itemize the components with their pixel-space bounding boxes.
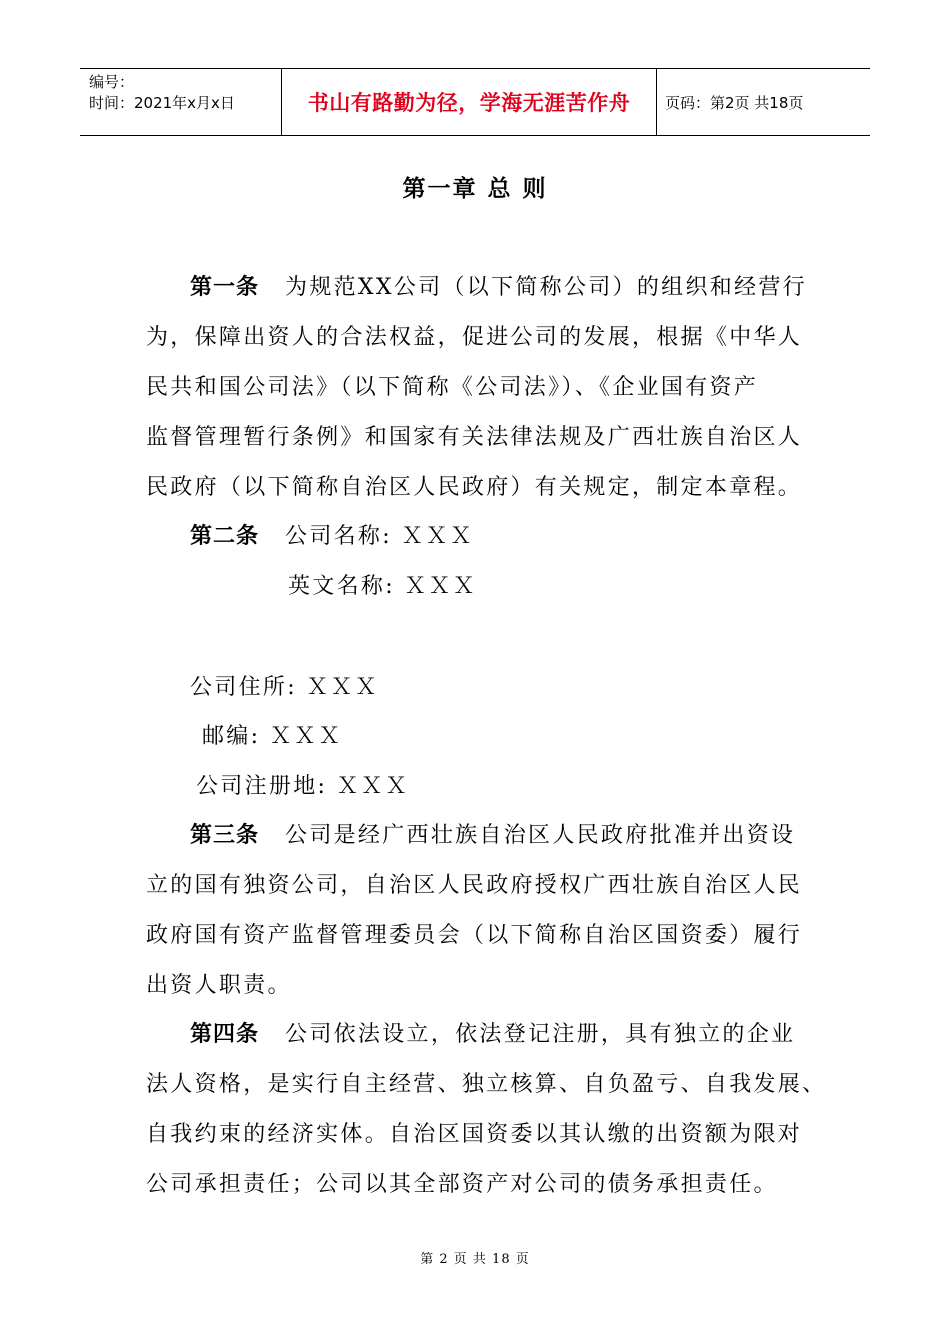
article-1-line-4: 监督管理暂行条例》和国家有关法律法规及广西壮族自治区人 xyxy=(146,425,803,450)
article-1-line-5: 民政府（以下简称自治区人民政府）有关规定，制定本章程。 xyxy=(146,475,803,500)
article-3-line-4: 出资人职责。 xyxy=(146,973,292,998)
company-name-cn: 公司名称: ＸＸＸ xyxy=(285,524,475,549)
article-1-line-2: 为，保障出资人的合法权益，促进公司的发展，根据《中华人 xyxy=(146,325,803,350)
article-3-line-3: 政府国有资产监督管理委员会（以下简称自治区国资委）履行 xyxy=(146,923,803,948)
company-registry: 公司注册地: ＸＸＸ xyxy=(196,774,410,799)
chapter-title: 第一章 总 则 xyxy=(402,176,548,202)
document-number: 编号： xyxy=(89,73,135,91)
header-motto-cell xyxy=(282,69,657,135)
article-4-line-1: 第四条 公司依法设立，依法登记注册，具有独立的企业 xyxy=(190,1022,796,1047)
document-date: 时间：2021年x月x日 xyxy=(89,94,235,112)
page-header xyxy=(80,68,870,136)
article-4-line-4: 公司承担责任；公司以其全部资产对公司的债务承担责任。 xyxy=(146,1172,778,1197)
article-4-line-3: 自我约束的经济实体。自治区国资委以其认缴的出资额为限对 xyxy=(146,1122,803,1147)
company-postcode: 邮编: ＸＸＸ xyxy=(202,724,343,749)
article-1-line-3: 民共和国公司法》（以下简称《公司法》）、《企业国有资产 xyxy=(146,375,759,400)
article-2-line-1 xyxy=(190,519,474,550)
header-meta xyxy=(80,69,282,135)
article-2-label: 第二条 xyxy=(190,524,260,549)
article-3-label: 第三条 xyxy=(190,823,260,848)
header-page-info: 页码：第2页 共18页 xyxy=(665,93,804,112)
article-4-line-2: 法人资格，是实行自主经营、独立核算、自负盈亏、自我发展、 xyxy=(146,1072,827,1097)
article-1-line-1: 第一条 为规范XX公司（以下简称公司）的组织和经营行 xyxy=(190,275,807,300)
company-address: 公司住所: ＸＸＸ xyxy=(190,675,380,700)
company-name-en: 英文名称: ＸＸＸ xyxy=(288,574,478,599)
article-3-line-2: 立的国有独资公司，自治区人民政府授权广西壮族自治区人民 xyxy=(146,873,803,898)
article-1-label: 第一条 xyxy=(190,275,260,300)
header-motto: 书山有路勤为径，学海无涯苦作舟 xyxy=(307,91,631,115)
article-3-line-1: 第三条 公司是经广西壮族自治区人民政府批准并出资设 xyxy=(190,823,796,848)
article-4-label: 第四条 xyxy=(190,1022,260,1047)
page-footer: 第 2 页 共 18 页 xyxy=(420,1252,530,1267)
